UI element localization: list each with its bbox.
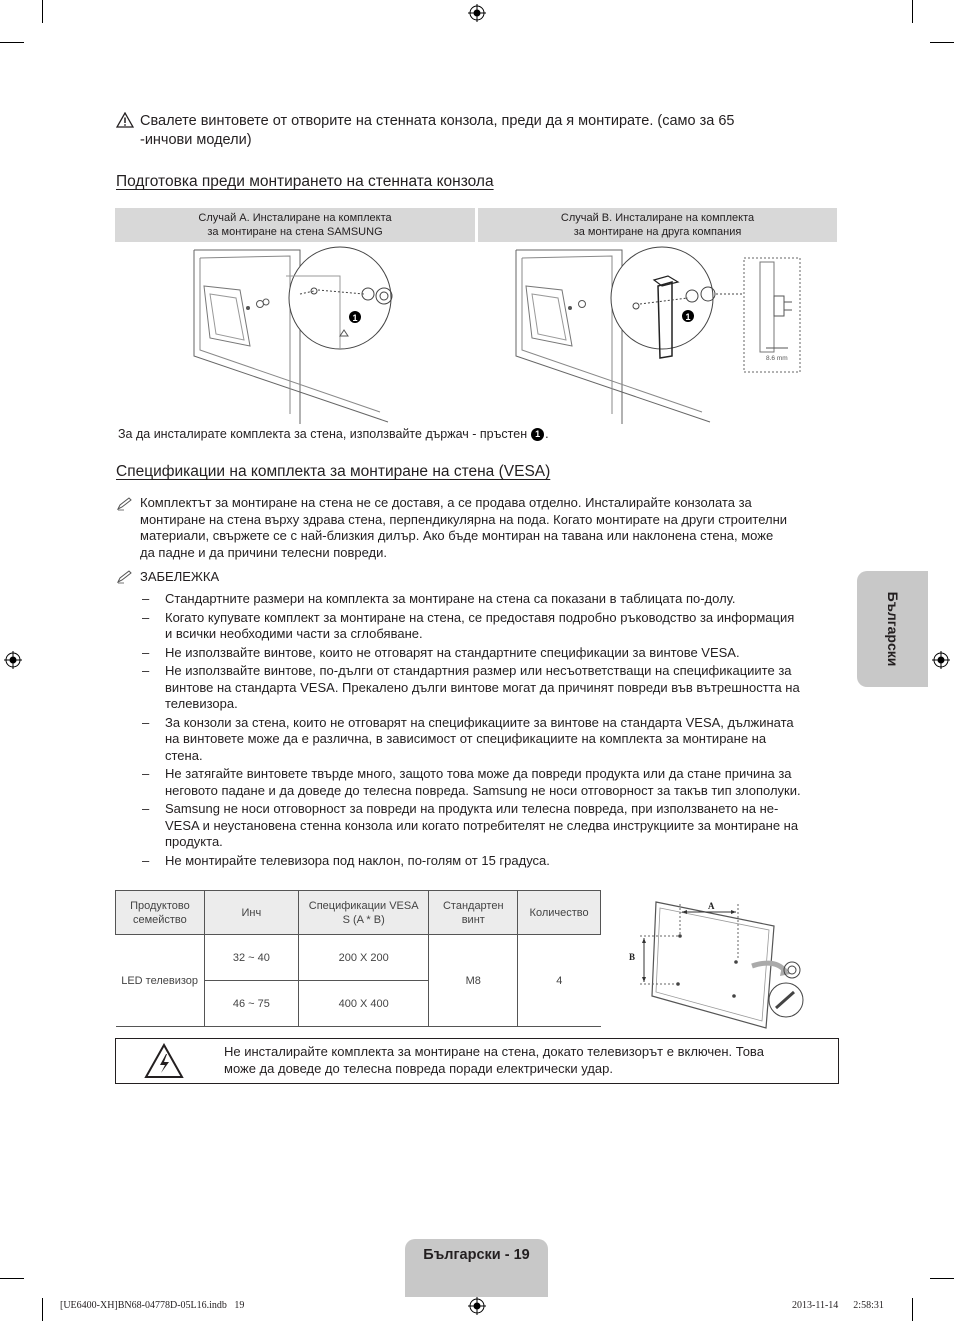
- table-header: Спецификации VESA S (A * B): [298, 891, 428, 935]
- registration-mark-icon: [932, 651, 950, 669]
- note-bullet-list: [116, 591, 846, 871]
- list-item: – Не използвайте винтове, които не отговарят на стандартните спецификации за винтове VESA.: [142, 644, 740, 660]
- note-line: монтиране на стена върху здрава стена, перпендикулярна на пода. Когато монтирате на други строителни: [140, 511, 788, 527]
- registration-mark-icon: [4, 651, 22, 669]
- list-item: – Стандартните размери на комплекта за монтиране на стена са показани в таблицата по-долу.: [142, 591, 736, 606]
- dimension-b-label: B: [629, 952, 636, 962]
- list-item: – За конзоли за стена, които не отговарят на спецификациите за винтове на стандарта VESA, дължината на винтовете може да е различна, в зависимост от спецификациите на комплекта за монтиране на стена.: [142, 714, 794, 763]
- top-warning-line1: Свалете винтовете от отворите на стенната конзола, преди да я монтирате. (само за 65: [140, 113, 735, 129]
- crop-mark: [930, 1278, 954, 1279]
- language-side-tab: [857, 571, 928, 687]
- table-header: Инч: [204, 891, 298, 935]
- table-row: [116, 935, 601, 981]
- case-a-line1: Случай A. Инсталиране на комплекта: [198, 212, 392, 224]
- table-cell-screw: M8: [429, 935, 518, 1027]
- table-cell-family: LED телевизор: [116, 935, 205, 1027]
- shock-warning-line1: Не инсталирайте комплекта за монтиране на стена, докато телевизорът е включен. Това: [224, 1044, 764, 1059]
- case-a-header: [115, 208, 475, 242]
- warning-triangle-icon: [116, 112, 134, 128]
- note-line: Комплектът за монтиране на стена не се доставя, а се продава отделно. Инсталирайте конзолата за: [140, 495, 752, 510]
- case-b-header: [478, 208, 837, 242]
- table-cell: 32 ~ 40: [204, 935, 298, 981]
- case-b-line1: Случай B. Инсталиране на комплекта: [560, 212, 755, 224]
- crop-mark: [912, 1298, 913, 1321]
- pencil-note-icon: [116, 570, 132, 584]
- language-side-tab-label: Български: [884, 591, 901, 667]
- electric-shock-warning-box: [115, 1038, 839, 1084]
- file-info: [UE6400-XH]BN68-04778D-05L16.indb 19: [60, 1300, 245, 1311]
- registration-mark-icon: [468, 1297, 486, 1315]
- table-cell-quantity: 4: [518, 935, 601, 1027]
- top-warning-line2: -инчови модели): [140, 132, 252, 148]
- table-header: Продуктово семейство: [116, 891, 205, 935]
- ring-holder-caption: За да инсталирате комплекта за стена, използвайте държач - пръстен 1 .: [118, 427, 549, 441]
- note-paragraph: [140, 495, 787, 561]
- list-item: – Не монтирайте телевизора под наклон, по-голям от 15 градуса.: [142, 852, 550, 868]
- callout-number-inline: 1: [531, 428, 544, 441]
- dimension-a-label: A: [708, 901, 715, 911]
- note-line: материали, свържете се с най-близкия дилър. Ако бъде монтиран на тавана или наклонена стена, може: [140, 528, 774, 543]
- case-b-line2: за монтиране на друга компания: [573, 226, 742, 238]
- list-item: – Samsung не носи отговорност за повреди на продукта или телесна повреда, при използването на не- VESA и неустановена стенна конзола или когато потребителят не следва инструкциите за монтиране на продукта.: [142, 801, 799, 849]
- table-cell: 200 X 200: [298, 935, 428, 981]
- crop-mark: [0, 42, 24, 43]
- table-cell: 46 ~ 75: [204, 981, 298, 1027]
- caption-text: За да инсталирате комплекта за стена, използвайте държач - пръстен: [118, 427, 528, 441]
- crop-mark: [42, 1298, 43, 1321]
- case-a-illustration: [190, 246, 410, 424]
- vesa-dimension-diagram: [626, 896, 816, 1030]
- list-item: – Когато купувате комплект за монтиране на стена, се предоставя подробно ръководство за информация и всички необходими части за сглобяване.: [142, 609, 795, 641]
- case-b-illustration: [512, 246, 806, 424]
- vesa-spec-table: [115, 890, 601, 1027]
- table-header: Стандартен винт: [429, 891, 518, 935]
- page-number-tab: Български - 19: [405, 1239, 548, 1297]
- high-voltage-icon: [144, 1043, 184, 1079]
- print-timestamp: 2013-11-14 2:58:31: [792, 1300, 884, 1311]
- pencil-note-icon: [116, 497, 132, 511]
- callout-number-b: 1: [685, 312, 691, 322]
- shock-warning-line2: може да доведе до телесна повреда поради електрически удар.: [224, 1061, 613, 1076]
- section-title-vesa: Спецификации на комплекта за монтиране на стена (VESA): [116, 463, 551, 480]
- registration-mark-icon: [468, 4, 486, 22]
- dimension-label: 8.6 mm: [766, 355, 788, 362]
- crop-mark: [42, 0, 43, 23]
- list-item: – Не използвайте винтове, по-дълги от стандартния размер или несъответстващи на спецификациите за винтове на стандарта VESA. Прекалено дълги винтове могат да причинят повреди във вътрешността на телевизора.: [142, 663, 800, 711]
- crop-mark: [0, 1278, 24, 1279]
- table-cell: 400 X 400: [298, 981, 428, 1027]
- shock-warning-text: [224, 1043, 764, 1077]
- list-item: – Не затягайте винтовете твърде много, защото това може да повреди продукта или да стане причина за неговото падане и да доведе до телесна повреда. Samsung не носи отговорност за такъв тип злополуки.: [142, 766, 801, 798]
- table-header: Количество: [518, 891, 601, 935]
- note-line: да падне и да причини телесни повреди.: [140, 544, 388, 560]
- case-a-line2: за монтиране на стена SAMSUNG: [207, 226, 383, 238]
- callout-number-a: 1: [352, 313, 358, 323]
- crop-mark: [930, 42, 954, 43]
- section-title-preparation: Подготовка преди монтирането на стенната конзола: [116, 173, 494, 190]
- note-label: ЗАБЕЛЕЖКА: [140, 569, 220, 584]
- crop-mark: [912, 0, 913, 23]
